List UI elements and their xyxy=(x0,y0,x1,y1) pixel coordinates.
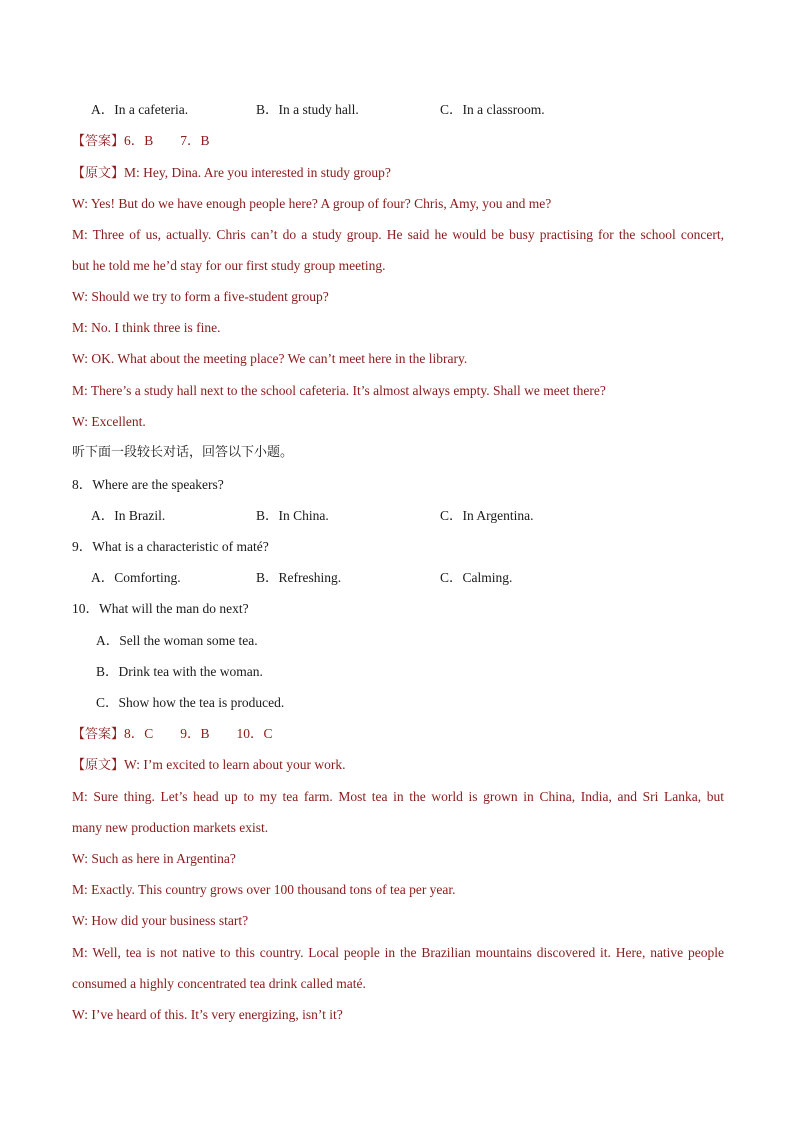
transcript-line-text: M: Hey, Dina. Are you interested in study group? xyxy=(124,165,391,180)
transcript-2-line-3: many new production markets exist. xyxy=(72,820,269,835)
q8-question: 8．Where are the speakers? xyxy=(72,477,224,492)
q7-option-c: C．In a classroom. xyxy=(440,102,545,117)
transcript-1-line-3: M: Three of us, actually. Chris can’t do a study group. He said he would be busy practising for the school concert, xyxy=(72,227,724,242)
section-instruction: 听下面一段较长对话，回答以下小题。 xyxy=(72,445,294,460)
transcript-tag: 【原文】 xyxy=(72,166,125,181)
transcript-2-line-9: W: I’ve heard of this. It’s very energizing, isn’t it? xyxy=(72,1007,343,1022)
transcript-1-line-5: W: Should we try to form a five-student group? xyxy=(72,289,329,304)
q8-option-b: B．In China. xyxy=(256,508,329,523)
q7-option-a: A．In a cafeteria. xyxy=(91,102,189,117)
q8-option-a: A．In Brazil. xyxy=(91,508,166,523)
transcript-2-line-2: M: Sure thing. Let’s head up to my tea farm. Most tea in the world is grown in China, India, and Sri Lanka, but xyxy=(72,789,724,804)
q10-option-c: C．Show how the tea is produced. xyxy=(96,695,285,710)
transcript-2-line-1 xyxy=(72,755,724,776)
transcript-1-line-2: W: Yes! But do we have enough people here? A group of four? Chris, Amy, you and me? xyxy=(72,196,552,211)
q9-option-c: C．Calming. xyxy=(440,570,513,585)
transcript-2-line-7: M: Well, tea is not native to this country. Local people in the Brazilian mountains discovered it. Here, native people xyxy=(72,945,724,960)
transcript-2-line-4: W: Such as here in Argentina? xyxy=(72,851,236,866)
q9-option-b: B．Refreshing. xyxy=(256,570,342,585)
q10-option-a: A．Sell the woman some tea. xyxy=(96,633,258,648)
q10-question: 10．What will the man do next? xyxy=(72,601,249,616)
q8-option-c: C．In Argentina. xyxy=(440,508,534,523)
transcript-tag: 【原文】 xyxy=(72,758,125,773)
q9-option-a: A．Comforting. xyxy=(91,570,181,585)
transcript-2-line-5: M: Exactly. This country grows over 100 thousand tons of tea per year. xyxy=(72,882,456,897)
transcript-1-line-7: W: OK. What about the meeting place? We can’t meet here in the library. xyxy=(72,351,468,366)
q7-option-b: B．In a study hall. xyxy=(256,102,359,117)
transcript-1-line-8: M: There’s a study hall next to the school cafeteria. It’s almost always empty. Shall we meet there? xyxy=(72,383,606,398)
transcript-2-line-8: consumed a highly concentrated tea drink called maté. xyxy=(72,976,366,991)
answer-text: 8．C 9．B 10．C xyxy=(124,726,273,741)
transcript-line-text: W: I’m excited to learn about your work. xyxy=(124,757,346,772)
answer-tag: 【答案】 xyxy=(72,727,125,742)
answer-text: 6．B 7．B xyxy=(124,133,210,148)
transcript-1-line-9: W: Excellent. xyxy=(72,414,146,429)
q9-question: 9．What is a characteristic of maté? xyxy=(72,539,269,554)
transcript-1-line-4: but he told me he’d stay for our first study group meeting. xyxy=(72,258,386,273)
answer-tag: 【答案】 xyxy=(72,134,125,149)
transcript-2-line-6: W: How did your business start? xyxy=(72,913,249,928)
q10-option-b: B．Drink tea with the woman. xyxy=(96,664,263,679)
answer-block-1 xyxy=(72,131,724,152)
transcript-1-line-1 xyxy=(72,163,724,184)
answer-block-2 xyxy=(72,724,724,745)
transcript-1-line-6: M: No. I think three is fine. xyxy=(72,320,221,335)
